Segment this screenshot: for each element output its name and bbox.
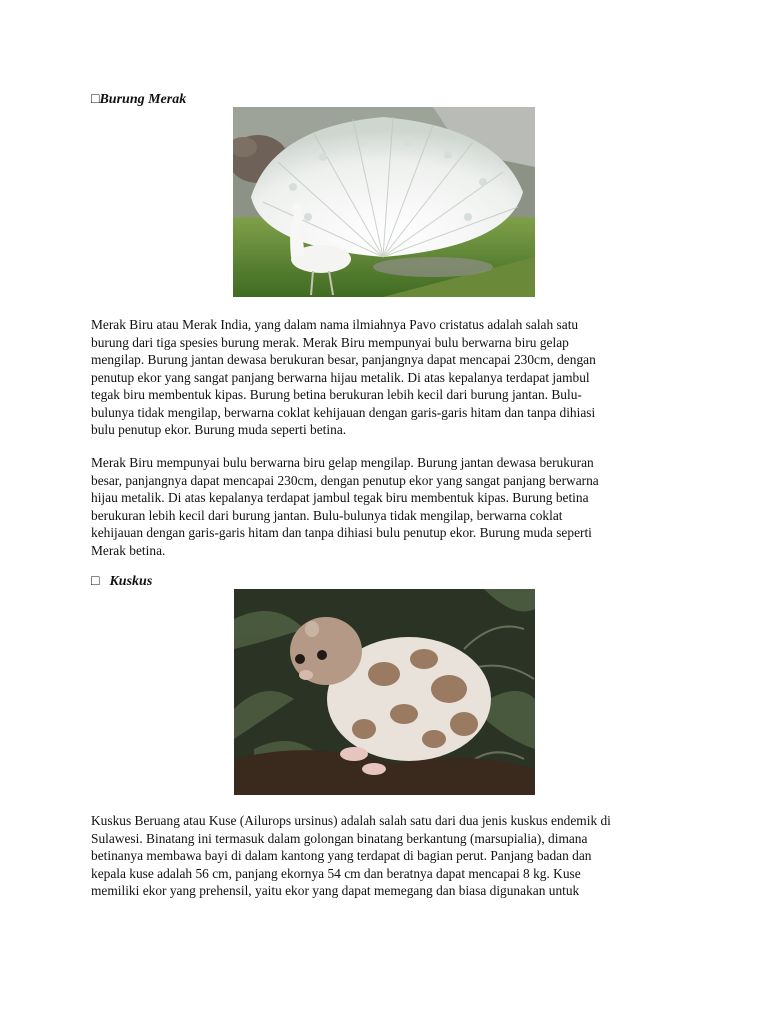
text-line: bulu penutup ekor. Burung muda seperti betina. — [91, 422, 347, 437]
white-peacock-photo — [233, 107, 535, 297]
spotted-cuscus-photo — [234, 589, 535, 795]
checkbox-bullet-icon: □ — [91, 92, 100, 107]
heading-burung-merak — [91, 92, 186, 108]
checkbox-bullet-icon: □ — [91, 574, 100, 589]
spotted-cuscus-icon — [234, 589, 535, 795]
text-line: kepala kuse adalah 56 cm, panjang ekornya 54 cm dan beratnya dapat mencapai 8 kg. Kuse — [91, 865, 581, 881]
text-line: bulunya tidak mengilap, berwarna coklat kehijauan dengan garis-garis hitam dan tanpa dihiasi — [91, 404, 596, 420]
text-line: burung dari tiga spesies burung merak. Merak Biru mempunyai bulu berwarna biru gelap — [91, 334, 569, 350]
text-line: Kuskus Beruang atau Kuse (Ailurops ursinus) adalah salah satu dari dua jenis kuskus endemik di — [91, 813, 611, 828]
heading-text: Burung Merak — [99, 92, 187, 107]
text-line: Merak betina. — [91, 542, 166, 558]
text-line: tegak biru membentuk kipas. Burung betina berukuran lebih kecil dari burung jantan. Bulu- — [91, 387, 582, 402]
paragraph-kuskus-1 — [91, 812, 691, 900]
paragraph-merak-1 — [91, 316, 691, 439]
text-line: besar, panjangnya dapat mencapai 230cm, dengan penutup ekor yang sangat panjang berwarna — [91, 472, 599, 488]
text-line: hijau metalik. Di atas kepalanya terdapat jambul tegak biru membentuk kipas. Burung betina — [91, 490, 589, 505]
heading-text: Kuskus — [109, 574, 153, 589]
text-line: betinanya membawa bayi di dalam kantong yang terdapat di bagian perut. Panjang badan dan — [91, 848, 592, 863]
white-peacock-icon — [233, 107, 535, 297]
text-line: mengilap. Burung jantan dewasa berukuran besar, panjangnya dapat mencapai 230cm, dengan — [91, 352, 596, 367]
text-line: berukuran lebih kecil dari burung jantan. Bulu-bulunya tidak mengilap, berwarna coklat — [91, 507, 563, 523]
text-line: kehijauan dengan garis-garis hitam dan tanpa dihiasi bulu penutup ekor. Burung muda seperti — [91, 525, 592, 540]
paragraph-merak-2 — [91, 454, 691, 559]
text-line: penutup ekor yang sangat panjang berwarna hijau metalik. Di atas kepalanya terdapat jambul — [91, 369, 590, 385]
text-line: Sulawesi. Binatang ini termasuk dalam golongan binatang berkantung (marsupialia), dimana — [91, 830, 588, 846]
text-line: Merak Biru mempunyai bulu berwarna biru gelap mengilap. Burung jantan dewasa berukuran — [91, 455, 594, 470]
heading-kuskus — [91, 574, 152, 590]
text-line: memiliki ekor yang prehensil, yaitu ekor yang dapat memegang dan biasa digunakan untuk — [91, 883, 580, 898]
text-line: Merak Biru atau Merak India, yang dalam nama ilmiahnya Pavo cristatus adalah salah satu — [91, 317, 579, 332]
